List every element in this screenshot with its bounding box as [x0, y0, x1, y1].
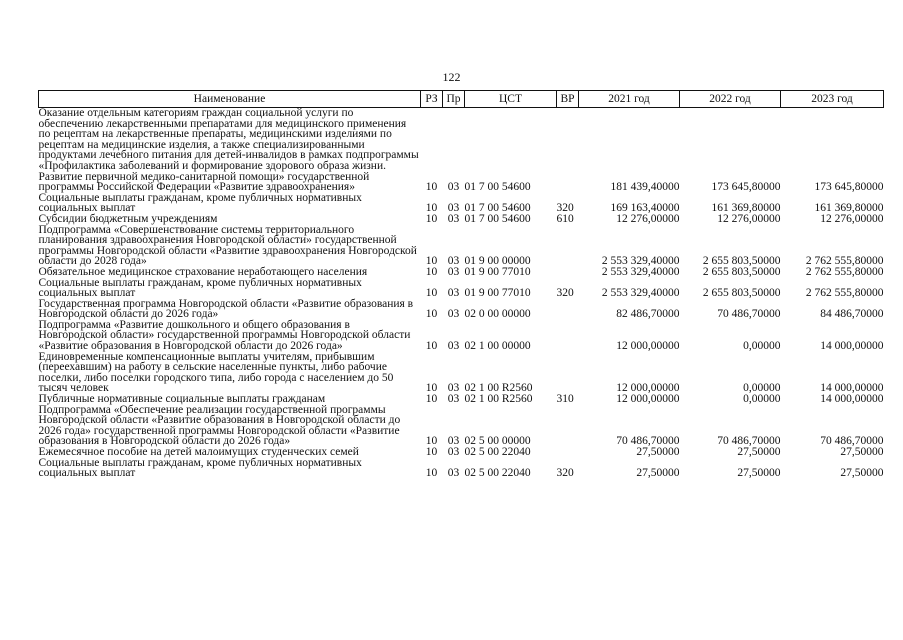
row-pr: 03: [447, 393, 460, 406]
row-pr: 03: [447, 446, 460, 458]
row-2023: 84 486,70000: [820, 308, 884, 321]
row-cst: 01 9 00 77010: [464, 287, 531, 300]
header-vr: ВР: [557, 91, 579, 108]
row-name: Ежемесячное пособие на детей малоимущих студенческих семей: [38, 446, 359, 458]
row-2021: 2 553 329,40000: [601, 255, 680, 268]
row-2021: 2 553 329,40000: [601, 287, 680, 300]
row-pr: 03: [447, 255, 460, 268]
row-2023: 2 762 555,80000: [805, 265, 884, 278]
row-pr: 03: [447, 308, 460, 321]
row-2022: 27,50000: [737, 467, 781, 480]
row-2022: 161 369,80000: [711, 202, 781, 215]
row-pr: 03: [447, 212, 460, 225]
row-rz: 10: [425, 202, 438, 215]
header-pr: Пр: [443, 91, 465, 108]
row-name: Публичные нормативные социальные выплаты гражданам: [38, 393, 326, 406]
row-cst: 02 1 00 00000: [464, 340, 531, 353]
row-pr: 03: [447, 202, 460, 215]
row-vr: [557, 352, 579, 394]
row-name: Подпрограмма «Совершенствование системы территориального планирования здравоохранения Новгородской области» государственной программы Новгородской области «Развитие здравоохранения Новгородской области до 2028 года»: [38, 223, 417, 268]
row-name: Оказание отдельным категориям граждан социальной услуги по обеспечению лекарственными препаратами для медицинского применения по рецептам на лекарственные препараты, медицинскими изделиями по рецептам на медицинские изделия, а также специализированными продуктами лечебного питания для детей-инвалидов в рамках подпрограммы «Профилактика заболеваний и формирование здорового образа жизни. Развитие первичной медико-санитарной помощи» государственной программы Российской Федерации «Развитие здравоохранения»: [38, 107, 419, 194]
row-2021: 27,50000: [636, 446, 680, 458]
row-pr: 03: [447, 265, 460, 278]
row-2023: 27,50000: [840, 446, 884, 458]
row-2023: 14 000,00000: [820, 393, 884, 406]
row-rz: 10: [425, 393, 438, 406]
table-row: [39, 405, 884, 447]
row-rz: 10: [425, 287, 438, 300]
header-cst: ЦСТ: [465, 91, 557, 108]
header-name: Наименование: [39, 91, 421, 108]
row-rz: 10: [425, 212, 438, 225]
row-name: Единовременные компенсационные выплаты учителям, прибывшим (переехавшим) на работу в сельские населенные пункты, либо рабочие поселки, либо поселки городского типа, либо города с населением до 50 тысяч человек: [38, 350, 394, 395]
row-2022: 0,00000: [743, 393, 781, 406]
row-2021: 82 486,70000: [616, 308, 680, 321]
row-cst: 02 0 00 00000: [464, 308, 531, 321]
row-rz: 10: [425, 467, 438, 480]
row-vr: 320: [556, 467, 574, 480]
row-2022: 0,00000: [743, 382, 781, 395]
row-2021: 70 486,70000: [616, 435, 680, 448]
row-pr: 03: [447, 287, 460, 300]
row-2021: 12 000,00000: [616, 382, 680, 395]
row-vr: [557, 225, 579, 267]
row-name: Социальные выплаты гражданам, кроме публичных нормативных социальных выплат: [38, 456, 362, 480]
header-row: [39, 91, 884, 108]
row-cst: 01 7 00 54600: [464, 202, 531, 215]
row-name: Субсидии бюджетным учреждениям: [38, 212, 218, 225]
table-row: [39, 278, 884, 299]
row-2023: 2 762 555,80000: [805, 287, 884, 300]
row-cst: 01 9 00 77010: [464, 265, 531, 278]
row-rz: 10: [425, 340, 438, 353]
row-2021: 169 163,40000: [610, 202, 680, 215]
row-pr: 03: [447, 382, 460, 395]
header-2022: 2022 год: [680, 91, 781, 108]
row-2023: 2 762 555,80000: [805, 255, 884, 268]
row-2022: 2 655 803,50000: [702, 265, 781, 278]
row-vr: 320: [556, 202, 574, 215]
row-2023: 70 486,70000: [820, 435, 884, 448]
table-row: [39, 320, 884, 352]
row-cst: 02 5 00 22040: [464, 467, 531, 480]
row-vr: 310: [556, 393, 574, 406]
table-row: [39, 214, 884, 225]
row-cst: 01 7 00 54600: [464, 212, 531, 225]
row-2022: 173 645,80000: [711, 181, 781, 194]
row-vr: [557, 108, 579, 193]
row-2021: 27,50000: [636, 467, 680, 480]
row-name: Социальные выплаты гражданам, кроме публичных нормативных социальных выплат: [38, 276, 362, 300]
row-pr: 03: [447, 181, 460, 194]
row-vr: 610: [556, 212, 574, 225]
row-2022: 0,00000: [743, 340, 781, 353]
row-vr: 320: [556, 287, 574, 300]
row-2021: 2 553 329,40000: [601, 265, 680, 278]
table-row: [39, 108, 884, 193]
row-vr: [557, 405, 579, 447]
row-rz: 10: [425, 181, 438, 194]
row-2023: 14 000,00000: [820, 382, 884, 395]
row-pr: 03: [447, 435, 460, 448]
table-row: [39, 225, 884, 267]
row-2021: 12 000,00000: [616, 340, 680, 353]
row-2023: 161 369,80000: [814, 202, 884, 215]
row-name: Социальные выплаты гражданам, кроме публичных нормативных социальных выплат: [38, 191, 362, 215]
row-pr: 03: [447, 467, 460, 480]
table-row: [39, 447, 884, 458]
row-name: Подпрограмма «Развитие дошкольного и общего образования в Новгородской области» государственной программы Новгородской области «Развитие образования в Новгородской области до 2026 года»: [38, 318, 411, 353]
budget-table: [38, 90, 884, 479]
row-cst: 02 5 00 22040: [464, 446, 531, 458]
header-2023: 2023 год: [781, 91, 884, 108]
row-vr: [557, 267, 579, 278]
table-row: [39, 299, 884, 320]
row-2022: 2 655 803,50000: [702, 255, 781, 268]
row-name: Подпрограмма «Обеспечение реализации государственной программы Новгородской области «Развитие образования в Новгородской области до 2026 года» государственной программы Новгородской области «Развитие образования в Новгородской области до 2026 года»: [38, 403, 401, 448]
row-vr: [557, 320, 579, 352]
row-2022: 27,50000: [737, 446, 781, 458]
row-2022: 70 486,70000: [717, 435, 781, 448]
row-name: Обязательное медицинское страхование неработающего населения: [38, 265, 368, 278]
table-row: [39, 267, 884, 278]
row-2022: 12 276,00000: [717, 212, 781, 225]
table-row: [39, 352, 884, 394]
row-pr: 03: [447, 340, 460, 353]
row-name: Государственная программа Новгородской области «Развитие образования в Новгородской области до 2026 года»: [38, 297, 414, 321]
row-rz: 10: [425, 382, 438, 395]
header-2021: 2021 год: [579, 91, 680, 108]
row-rz: 10: [425, 308, 438, 321]
row-cst: 02 1 00 R2560: [464, 382, 533, 395]
table-row: [39, 193, 884, 214]
row-rz: 10: [425, 446, 438, 458]
row-2021: 181 439,40000: [610, 181, 680, 194]
row-cst: 02 5 00 00000: [464, 435, 531, 448]
row-2023: 27,50000: [840, 467, 884, 480]
row-2023: 14 000,00000: [820, 340, 884, 353]
row-cst: 01 9 00 00000: [464, 255, 531, 268]
row-cst: 01 7 00 54600: [464, 181, 531, 194]
row-vr: [557, 299, 579, 320]
header-rz: РЗ: [421, 91, 443, 108]
row-2022: 70 486,70000: [717, 308, 781, 321]
row-cst: 02 1 00 R2560: [464, 393, 533, 406]
table-row: [39, 458, 884, 479]
page-number: 122: [442, 70, 461, 84]
row-2021: 12 276,00000: [616, 212, 680, 225]
row-2023: 173 645,80000: [814, 181, 884, 194]
row-2023: 12 276,00000: [820, 212, 884, 225]
row-rz: 10: [425, 435, 438, 448]
row-rz: 10: [425, 265, 438, 278]
row-2021: 12 000,00000: [616, 393, 680, 406]
row-vr: [557, 447, 579, 458]
row-rz: 10: [425, 255, 438, 268]
row-2022: 2 655 803,50000: [702, 287, 781, 300]
